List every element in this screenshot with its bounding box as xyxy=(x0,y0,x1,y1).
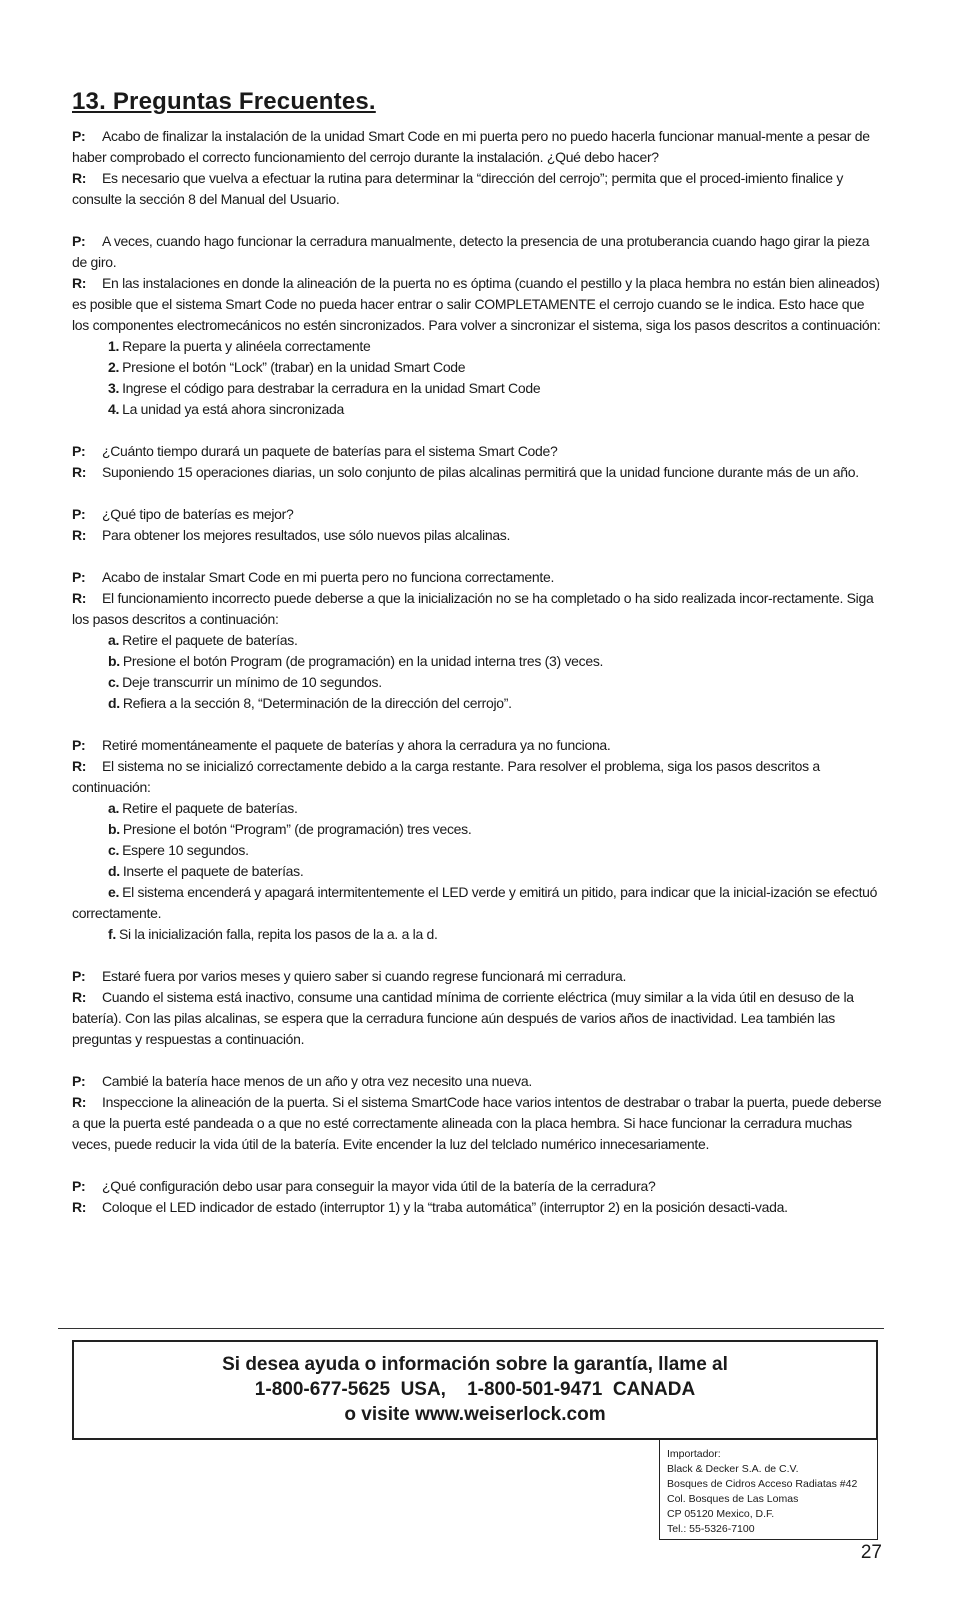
question-label: P: xyxy=(72,569,86,585)
question xyxy=(72,567,884,588)
step-number: 4. xyxy=(108,401,120,417)
question-text: ¿Qué tipo de baterías es mejor? xyxy=(102,506,294,522)
answer-label: R: xyxy=(72,464,87,480)
step-text: Inserte el paquete de baterías. xyxy=(122,863,304,879)
step-text: Presione el botón “Program” (de programación) tres veces. xyxy=(122,821,472,837)
question-label: P: xyxy=(72,233,86,249)
step-item xyxy=(72,882,884,924)
step-number: a. xyxy=(108,800,120,816)
answer-label: R: xyxy=(72,170,87,186)
question-text: Acabo de finalizar la instalación de la unidad Smart Code en mi puerta pero no puedo hacerla funcionar manual-mente a pesar de haber comprobado el correcto funcionamiento del cerrojo durante la instalación. ¿Qué debo hacer? xyxy=(72,128,870,165)
answer xyxy=(72,273,884,336)
step-item xyxy=(72,651,884,672)
answer xyxy=(72,588,884,630)
step-number: 2. xyxy=(108,359,120,375)
answer xyxy=(72,1092,884,1155)
step-number: a. xyxy=(108,632,120,648)
answer xyxy=(72,168,884,210)
question xyxy=(72,231,884,273)
step-text: Espere 10 segundos. xyxy=(122,842,249,858)
answer-text: El sistema no se inicializó correctamente debido a la carga restante. Para resolver el problema, siga los pasos descritos a continuación: xyxy=(72,758,820,795)
step-item xyxy=(72,924,884,945)
step-item xyxy=(72,378,884,399)
faq-item xyxy=(72,1071,884,1155)
page-title: 13. Preguntas Frecuentes. xyxy=(72,88,376,115)
step-number: c. xyxy=(108,842,120,858)
step-text: Presione el botón “Lock” (trabar) en la unidad Smart Code xyxy=(122,359,466,375)
help-phones: 1-800-677-5625 USA, 1-800-501-9471 CANADA xyxy=(254,1379,696,1400)
step-number: 1. xyxy=(108,338,120,354)
question xyxy=(72,1071,884,1092)
faq-list xyxy=(72,126,884,1218)
faq-item xyxy=(72,966,884,1050)
help-website: o visite www.weiserlock.com xyxy=(344,1404,606,1425)
question xyxy=(72,1176,884,1197)
step-list xyxy=(72,336,884,420)
answer-label: R: xyxy=(72,1199,87,1215)
answer xyxy=(72,462,884,483)
answer-label: R: xyxy=(72,989,87,1005)
step-text: Presione el botón Program (de programación) en la unidad interna tres (3) veces. xyxy=(122,653,604,669)
answer-text: En las instalaciones en donde la alineación de la puerta no es óptima (cuando el pestillo y la placa hembra no están bien alineados) es posible que el sistema Smart Code no pueda hacer entrar o salir COMPLETAMENTE el cerrojo cuando se le indica. Esto hace que los componentes electromecánicos no estén sincronizados. Para volver a sincronizar el sistema, siga los pasos descritos a continuación: xyxy=(72,275,881,333)
importer-line: Col. Bosques de Las Lomas xyxy=(667,1493,799,1505)
question xyxy=(72,966,884,987)
answer-text: Es necesario que vuelva a efectuar la rutina para determinar la “dirección del cerrojo”; permita que el proced-imiento finalice y consulte la sección 8 del Manual del Usuario. xyxy=(72,170,844,207)
step-text: La unidad ya está ahora sincronizada xyxy=(122,401,344,417)
step-text: Refiera a la sección 8, “Determinación de la dirección del cerrojo”. xyxy=(122,695,512,711)
importer-line: Bosques de Cidros Acceso Radiatas #42 xyxy=(667,1478,858,1490)
answer-label: R: xyxy=(72,758,87,774)
page-number: 27 xyxy=(860,1542,882,1563)
help-line-1: Si desea ayuda o información sobre la garantía, llame al xyxy=(222,1354,728,1375)
answer-label: R: xyxy=(72,1094,87,1110)
answer-label: R: xyxy=(72,275,87,291)
step-text: Si la inicialización falla, repita los pasos de la a. a la d. xyxy=(118,926,438,942)
step-number: 3. xyxy=(108,380,120,396)
step-item xyxy=(72,840,884,861)
step-text: Repare la puerta y alinéela correctamente xyxy=(122,338,371,354)
question-text: ¿Cuánto tiempo durará un paquete de baterías para el sistema Smart Code? xyxy=(102,443,558,459)
help-box xyxy=(72,1340,878,1440)
importer-line: Tel.: 55-5326-7100 xyxy=(667,1523,755,1535)
question-label: P: xyxy=(72,128,86,144)
answer xyxy=(72,756,884,798)
step-number: c. xyxy=(108,674,120,690)
answer xyxy=(72,525,884,546)
step-list xyxy=(72,630,884,714)
step-item xyxy=(72,819,884,840)
question-label: P: xyxy=(72,1178,86,1194)
importer-line: Importador: xyxy=(667,1448,721,1460)
document-page xyxy=(72,88,884,1239)
question-label: P: xyxy=(72,737,86,753)
step-number: d. xyxy=(108,695,120,711)
importer-line: Black & Decker S.A. de C.V. xyxy=(667,1463,799,1475)
answer-text: Inspeccione la alineación de la puerta. Si el sistema SmartCode hace varios intentos de destrabar o trabar la puerta, puede deberse a que la puerta esté pandeada o a que no esté correctamente alineada con la placa hembra. Si hace funcionar la cerradura muchas veces, puede reducir la vida útil de la batería. Evite encender la luz del telclado numérico innecesariamente. xyxy=(72,1094,882,1152)
answer-text: Cuando el sistema está inactivo, consume una cantidad mínima de corriente eléctrica (muy similar a la vida útil en desuso de la batería). Con las pilas alcalinas, se espera que la cerradura funcione aún después de varios años de inactividad. Lea también las preguntas y respuestas a continuación. xyxy=(72,989,854,1047)
step-number: b. xyxy=(108,653,120,669)
importer-box xyxy=(659,1440,878,1540)
step-item xyxy=(72,336,884,357)
question-text: Estaré fuera por varios meses y quiero saber si cuando regrese funcionará mi cerradura. xyxy=(102,968,627,984)
question xyxy=(72,735,884,756)
question-text: ¿Qué configuración debo usar para conseguir la mayor vida útil de la batería de la cerradura? xyxy=(102,1178,656,1194)
question xyxy=(72,504,884,525)
answer-text: Para obtener los mejores resultados, use sólo nuevos pilas alcalinas. xyxy=(102,527,511,543)
step-item xyxy=(72,672,884,693)
step-item xyxy=(72,357,884,378)
answer xyxy=(72,987,884,1050)
question xyxy=(72,126,884,168)
question-text: A veces, cuando hago funcionar la cerradura manualmente, detecto la presencia de una protuberancia cuando hago girar la pieza de giro. xyxy=(72,233,870,270)
question-text: Retiré momentáneamente el paquete de baterías y ahora la cerradura ya no funciona. xyxy=(102,737,611,753)
faq-item xyxy=(72,735,884,945)
faq-item xyxy=(72,1176,884,1218)
question-label: P: xyxy=(72,506,86,522)
step-number: f. xyxy=(108,926,116,942)
answer-text: Coloque el LED indicador de estado (interruptor 1) y la “traba automática” (interruptor 2) en la posición desacti-vada. xyxy=(102,1199,788,1215)
step-item xyxy=(72,630,884,651)
step-item xyxy=(72,861,884,882)
step-text: Deje transcurrir un mínimo de 10 segundos. xyxy=(122,674,382,690)
faq-item xyxy=(72,231,884,420)
faq-item xyxy=(72,441,884,483)
step-text: Ingrese el código para destrabar la cerradura en la unidad Smart Code xyxy=(122,380,541,396)
answer-label: R: xyxy=(72,527,87,543)
answer-label: R: xyxy=(72,590,87,606)
importer-line: CP 05120 Mexico, D.F. xyxy=(667,1508,775,1520)
answer-text: Suponiendo 15 operaciones diarias, un solo conjunto de pilas alcalinas permitirá que la unidad funcione durante más de un año. xyxy=(102,464,859,480)
faq-item xyxy=(72,567,884,714)
question-label: P: xyxy=(72,443,86,459)
step-number: b. xyxy=(108,821,120,837)
question-text: Cambié la batería hace menos de un año y otra vez necesito una nueva. xyxy=(102,1073,532,1089)
divider xyxy=(58,1328,884,1329)
answer xyxy=(72,1197,884,1218)
question-label: P: xyxy=(72,1073,86,1089)
question xyxy=(72,441,884,462)
faq-item xyxy=(72,504,884,546)
answer-text: El funcionamiento incorrecto puede deberse a que la inicialización no se ha completado o ha sido realizada incor-rectamente. Siga los pasos descritos a continuación: xyxy=(72,590,874,627)
step-text: El sistema encenderá y apagará intermitentemente el LED verde y emitirá un pitido, para indicar que la inicial-ización se efectuó correctamente. xyxy=(72,884,878,921)
step-text: Retire el paquete de baterías. xyxy=(122,632,298,648)
step-number: e. xyxy=(108,884,120,900)
step-item xyxy=(72,798,884,819)
step-item xyxy=(72,693,884,714)
step-item xyxy=(72,399,884,420)
question-text: Acabo de instalar Smart Code en mi puerta pero no funciona correctamente. xyxy=(102,569,555,585)
question-label: P: xyxy=(72,968,86,984)
step-number: d. xyxy=(108,863,120,879)
step-text: Retire el paquete de baterías. xyxy=(122,800,298,816)
step-list xyxy=(72,798,884,945)
faq-item xyxy=(72,126,884,210)
